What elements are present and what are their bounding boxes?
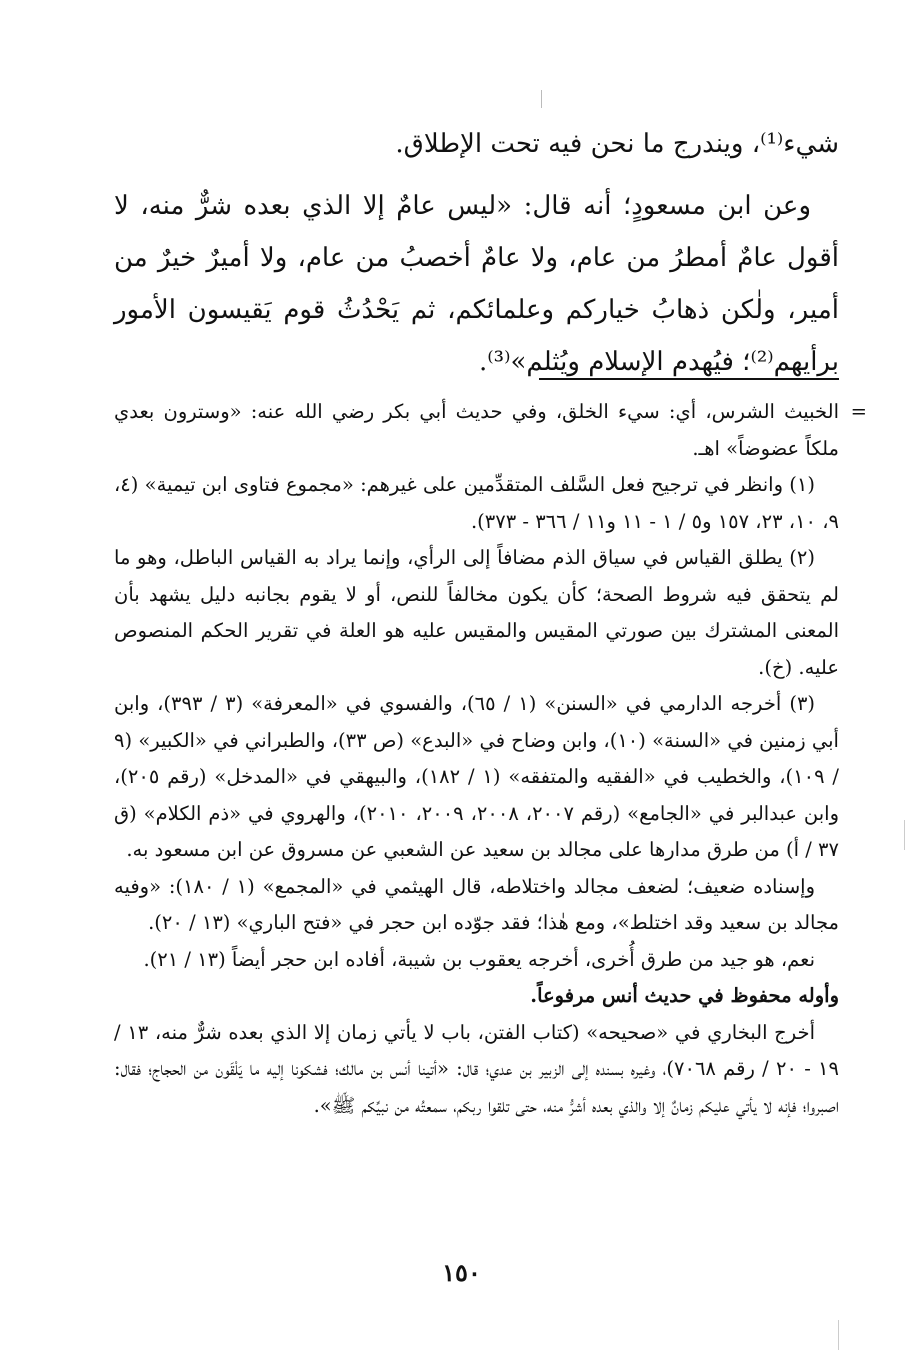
- footnote-3-isnad: وإسناده ضعيف؛ لضعف مجالد واختلاطه، قال الهيثمي في «المجمع» (١ / ١٨٠): «وفيه مجالد بن سعيد وقد اختلط»، ومع هٰذا؛ فقد جوّده ابن حجر في «فتح الباري» (١٣ / ٢٠).: [114, 874, 839, 934]
- main-paragraph: وعن ابن مسعودٍ؛ أنه قال: «ليس عامٌ إلا الذي بعده شرٌّ منه، لا أقول عامٌ أمطرُ من عام، ولا عامٌ أخصبُ من عام، ولا أميرٌ خيرٌ من أمير، ولٰكن ذهابُ خياركم وعلمائكم، ثم يَحْدُثُ قوم يَقيسون الأمور برأيهم⁽²⁾؛ فيُهدم الإسلام ويُثلم»⁽³⁾.: [114, 191, 839, 377]
- scan-mark-right: [904, 820, 905, 850]
- main-line-first: شيء⁽¹⁾، ويندرج ما نحن فيه تحت الإطلاق.: [395, 129, 839, 159]
- footnote-separator: [539, 378, 839, 380]
- footnote-continuation-text: الخبيث الشرس، أي: سيء الخلق، وفي حديث أبي بكر رضي الله عنه: «وسترون بعدي ملكاً عضوضاً» اهـ.: [114, 400, 839, 460]
- footnote-3-naam: نعم، هو جيد من طرق أُخرى، أخرجه يعقوب بن شيبة، أفاده ابن حجر أيضاً (١٣ / ٢١).: [143, 947, 815, 971]
- footnote-2: (٢) يطلق القياس في سياق الذم مضافاً إلى الرأي، وإنما يراد به القياس الباطل، وهو ما لم يتحقق فيه شروط الصحة؛ كأن يكون مخالفاً للنص، أو لا يقوم بجانبه دليل يشهد بأن المعنى المشترك بين صورتي المقيس والمقيس عليه هو العلة في تقرير الحكم المنصوص عليه. (خ).: [114, 546, 839, 679]
- footnote-1: (١) وانظر في ترجيح فعل السَّلف المتقدِّمين على غيرهم: «مجموع فتاوى ابن تيمية» (٤، ٩، ١٠، ٢٣، ١٥٧ و٥ / ١ - ١١ و١١ / ٣٦٦ - ٣٧٣).: [114, 473, 839, 533]
- footnote-3-bukhari: أخرج البخاري في «صحيحه» (كتاب الفتن، باب لا يأتي زمان إلا الذي بعده شرٌّ منه، ١٣ / ١٩ - ٢٠ / رقم ٧٠٦٨)، وغيره بسنده إلى الزبير بن عدي؛ قال: «أتينا أنس بن مالك؛ فشكونا إليه ما يَلْقَون من الحجاج؛ فقال: اصبروا؛ فإنه لا يأتي عليكم زمانٌ إلا والذي بعده أشرُّ منه، حتى تلقوا ربكم، سمعتُه من نبيِّكم ﷺ».: [114, 1020, 839, 1117]
- footnotes: [114, 394, 867, 1124]
- footnote-3: (٣) أخرجه الدارمي في «السنن» (١ / ٦٥)، والفسوي في «المعرفة» (٣ / ٣٩٣)، وابن أبي زمنين في «السنة» (١٠)، وابن وضاح في «البدع» (ص ٣٣)، والطبراني في «الكبير» (٩ / ١٠٩)، والخطيب في «الفقيه والمتفقه» (١ / ١٨٢)، والبيهقي في «المدخل» (رقم ٢٠٥)، وابن عبدالبر في «الجامع» (رقم ٢٠٠٧، ٢٠٠٨، ٢٠٠٩، ٢٠١٠)، والهروي في «ذم الكلام» (ق ٣٧ / أ) من طرق مدارها على مجالد بن سعيد عن الشعبي عن مسروق عن ابن مسعود به.: [114, 692, 840, 861]
- scan-mark-bottom: [838, 1320, 839, 1350]
- footnote-continuation: [114, 394, 867, 467]
- main-text: [114, 118, 839, 388]
- page-number: ١٥٠: [442, 1258, 481, 1287]
- continuation-marker: =: [850, 400, 867, 423]
- scan-mark-top: [541, 90, 542, 108]
- footnote-3-awwaluhu: وأوله محفوظ في حديث أنس مرفوعاً.: [530, 984, 839, 1007]
